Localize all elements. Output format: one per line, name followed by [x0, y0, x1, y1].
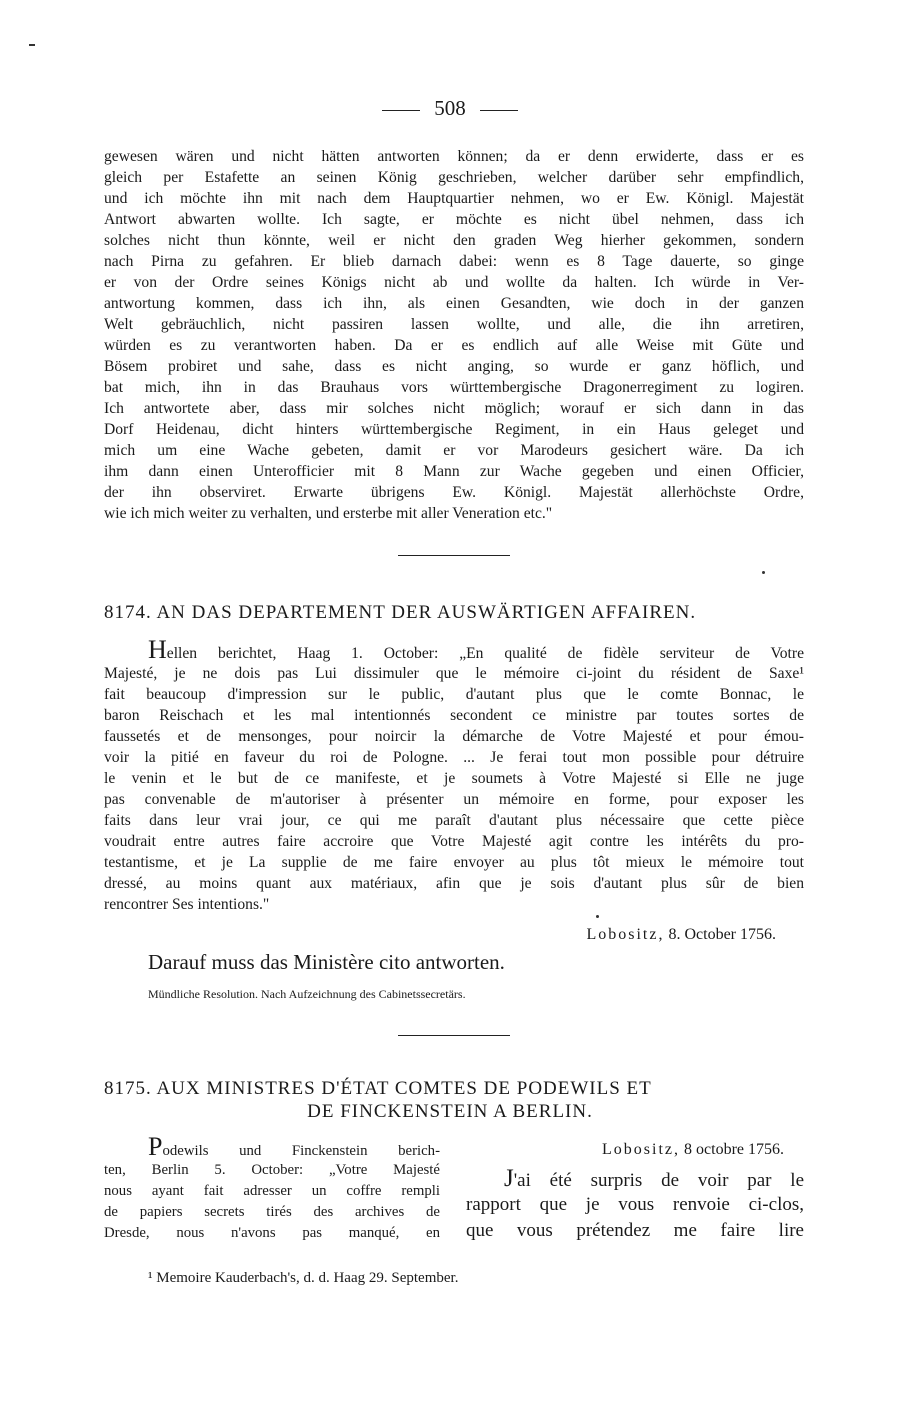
- text-line: der ihn observiret. Erwarte übrigens Ew. Königl. Majestät allerhöchste Ordre,: [104, 484, 804, 501]
- text-line: testantisme, et je La supplie de me faire envoyer au plus tôt mieux le mémoire tout: [104, 854, 804, 871]
- letter-date: 8. October 1756.: [668, 926, 776, 943]
- text-line: le venin et le but de ce manifeste, et je soumets à Votre Majesté si Elle ne juge: [104, 770, 804, 787]
- section-separator: [398, 555, 510, 556]
- resolution-text: Darauf muss das Ministère cito antworten.: [148, 950, 505, 974]
- text-line: Welt gebräuchlich, nicht passiren lassen wollte, und alle, die ihn arretiren,: [104, 316, 804, 333]
- text-line: mich um eine Wache gebeten, damit er vor Marodeurs gesichert wäre. Da ich: [104, 442, 804, 459]
- text-line: rencontrer Ses intentions.": [104, 896, 270, 913]
- text-line: Majesté, je ne dois pas Lui dissimuler que le mémoire ci-joint du résident de Saxe¹: [104, 665, 804, 682]
- text-line: solches nicht thun könnte, weil er nicht den graden Weg hierher gekommen, sondern: [104, 232, 804, 249]
- text-line: und ich möchte ihn mit nach dem Hauptquartier nehmen, wo er Ew. Königl. Majestät: [104, 190, 804, 207]
- place-name: Lobositz,: [586, 926, 665, 943]
- letter-text-8174: [104, 635, 804, 915]
- text-line-first: [104, 635, 804, 664]
- continuation-text: [104, 146, 804, 524]
- place-date-line: [404, 926, 776, 944]
- section-heading-8175: 8175. AUX MINISTRES D'ÉTAT COMTES DE PODEWILS ET: [104, 1078, 652, 1099]
- text-line: er von der Ordre seines Königs nicht ab und wollte da halten. Ich würde in Ver-: [104, 274, 804, 291]
- text-line: bat mich, ihn in das Brauhaus vors württembergische Dragonerregiment zu logiren.: [104, 379, 804, 396]
- text-line: Dorf Heidenau, dicht hinters württembergische Regiment, in ein Haus geleget und: [104, 421, 804, 438]
- text-line: baron Reischach et les mal intentionnés secondent ce ministre par toutes sortes de: [104, 707, 804, 724]
- first-line-text: odewils und Finckenstein berich-: [162, 1143, 440, 1159]
- header-dash-left: [382, 110, 420, 111]
- section-heading-8175-line2: DE FINCKENSTEIN A BERLIN.: [307, 1101, 593, 1122]
- first-line-text: ellen berichtet, Haag 1. October: „En qualité de fidèle serviteur de Votre: [166, 645, 804, 662]
- text-line: ihm dann einen Unterofficier mit 8 Mann zur Wache gegeben und einen Officier,: [104, 463, 804, 480]
- print-mark: [596, 915, 599, 918]
- text-line: que vous prétendez me faire lire: [466, 1220, 804, 1241]
- text-line: nach Pirna zu gefahren. Er blieb darnach dabei: wenn es 8 Tage dauerte, so ginge: [104, 253, 804, 270]
- text-line: Dresde, nous n'avons pas manqué, en: [104, 1225, 440, 1241]
- text-line: fait beaucoup d'impression sur le public, d'autant plus que le comte Bonnac, le: [104, 686, 804, 703]
- text-line: faussetés et de mensonges, pour noircir la démarche de Votre Majesté et pour émou-: [104, 728, 804, 745]
- text-line-first: [104, 1132, 440, 1161]
- print-mark: [29, 44, 35, 46]
- header-dash-right: [480, 110, 518, 111]
- drop-cap: H: [148, 635, 167, 664]
- text-line: würden es zu verantworten haben. Da er es endlich auf alle Weise mit Güte und: [104, 337, 804, 354]
- text-line: pas convenable de m'autoriser à présenter un mémoire en forme, pour exposer les: [104, 791, 804, 808]
- text-line: voudrait entre autres faire accroire que Votre Majesté agit contre les intérêts du pro-: [104, 833, 804, 850]
- text-line: de papiers secrets tirés des archives de: [104, 1204, 440, 1220]
- text-line: wie ich mich weiter zu verhalten, und ersterbe mit aller Veneration etc.": [104, 505, 553, 522]
- print-mark: [762, 571, 765, 574]
- text-line-first: [466, 1166, 804, 1192]
- text-line: voir la pitié en faveur du roi de Pologne. ... Je ferai tout mon possible pour détruire: [104, 749, 804, 766]
- page-header: [0, 96, 900, 121]
- text-line: Bösem probiret und sahe, dass es nicht anging, so wurde er ganz höflich, und: [104, 358, 804, 375]
- footnote: ¹ Memoire Kauderbach's, d. d. Haag 29. September.: [148, 1270, 459, 1286]
- drop-cap: J: [504, 1165, 514, 1192]
- text-line: rapport que je vous renvoie ci-clos,: [466, 1194, 804, 1215]
- text-line: gewesen wären und nicht hätten antworten können; da er denn erwiderte, dass er es: [104, 148, 804, 165]
- text-line: gleich per Estafette an seinen König geschrieben, welcher darüber sehr empfindlich,: [104, 169, 804, 186]
- text-line: Ich antwortete aber, dass mir solches nicht möglich; worauf er sich dann in das: [104, 400, 804, 417]
- letter-date: 8 octobre 1756.: [684, 1141, 784, 1158]
- place-name: Lobositz,: [602, 1141, 681, 1158]
- right-place-date: [466, 1141, 784, 1159]
- text-line: faits dans leur vrai jour, ce qui me paraît d'autant plus nécessaire que cette pièce: [104, 812, 804, 829]
- section-heading-8174: 8174. AN DAS DEPARTEMENT DER AUSWÄRTIGEN AFFAIREN.: [104, 602, 697, 623]
- source-note: Mündliche Resolution. Nach Aufzeichnung des Cabinetssecretärs.: [148, 987, 466, 1001]
- text-line: dressé, au moins quant aux matériaux, afin que je sois d'autant plus sûr de bien: [104, 875, 804, 892]
- drop-cap: P: [148, 1132, 163, 1161]
- right-column: [466, 1166, 804, 1244]
- text-line: Antwort abwarten wollte. Ich sagte, er möchte es nicht übel nehmen, dass ich: [104, 211, 804, 228]
- first-line-text: 'ai été surpris de voir par le: [513, 1170, 804, 1191]
- text-line: nous ayant fait adresser un coffre rempli: [104, 1183, 440, 1199]
- section-separator: [398, 1035, 510, 1036]
- text-line: antwortung kommen, dass ich ihn, als einen Gesandten, wie doch in der ganzen: [104, 295, 804, 312]
- left-column: [104, 1132, 440, 1244]
- text-line: ten, Berlin 5. October: „Votre Majesté: [104, 1162, 440, 1178]
- page-number: 508: [434, 96, 466, 120]
